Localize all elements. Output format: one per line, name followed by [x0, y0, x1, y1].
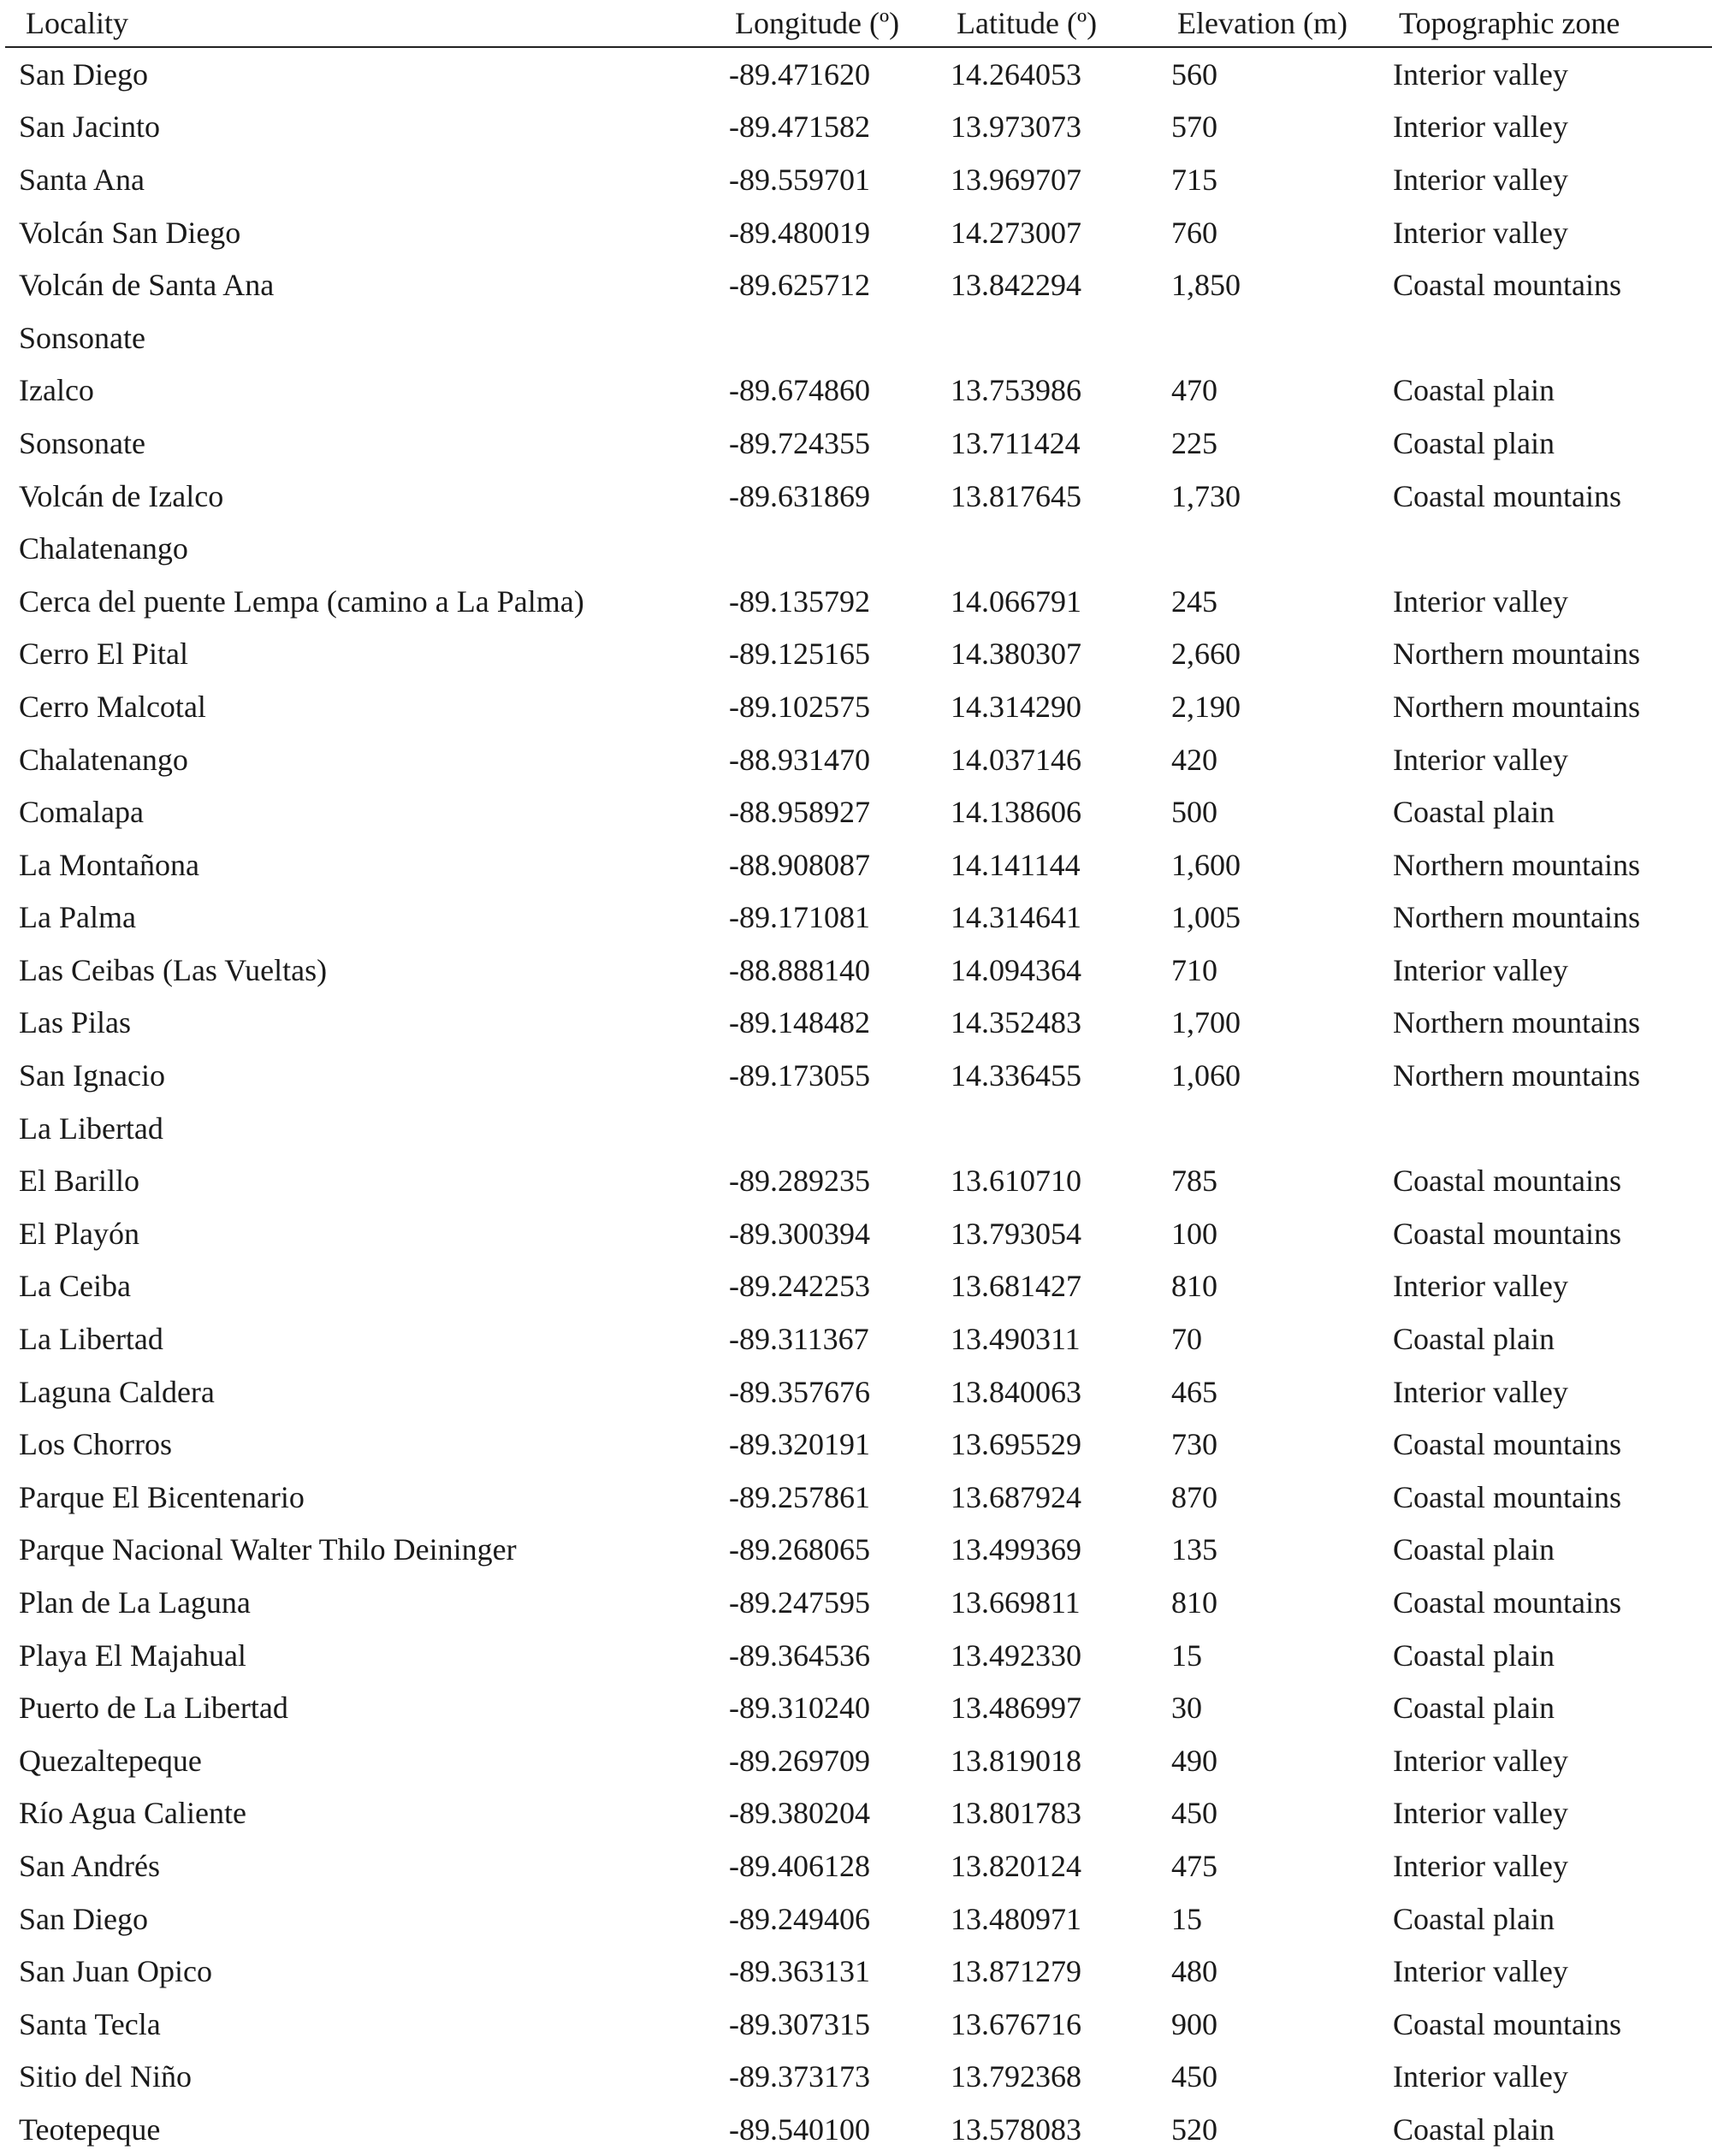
cell-longitude: -89.102575 [729, 689, 870, 724]
cell-topographic-zone: Coastal plain [1393, 1322, 1555, 1357]
cell-elevation [1157, 522, 1378, 575]
cell-topographic-zone: Interior valley [1393, 110, 1568, 145]
cell-longitude: -89.247595 [729, 1585, 870, 1620]
cell-locality: Chalatenango [19, 531, 188, 566]
table-row [5, 1576, 1712, 1629]
header-latitude: Latitude (º) [936, 0, 1157, 47]
cell-elevation: 810 [1171, 1269, 1217, 1304]
cell-topographic-zone [1378, 1102, 1712, 1155]
cell-latitude: 14.352483 [951, 1005, 1081, 1040]
table-row [5, 1892, 1712, 1946]
cell-locality: La Libertad [19, 1322, 163, 1357]
cell-elevation: 470 [1171, 373, 1217, 408]
cell-elevation: 30 [1171, 1691, 1202, 1726]
header-longitude: Longitude (º) [714, 0, 936, 47]
cell-elevation: 900 [1171, 2006, 1217, 2041]
cell-longitude: -89.380204 [729, 1796, 870, 1831]
cell-longitude: -89.311367 [729, 1322, 869, 1357]
table-row [5, 838, 1712, 891]
cell-latitude [936, 522, 1157, 575]
cell-locality: Parque El Bicentenario [19, 1479, 305, 1514]
table-row [5, 1312, 1712, 1365]
cell-locality: Volcán San Diego [19, 215, 241, 250]
cell-latitude: 14.314641 [951, 900, 1081, 935]
table-row [5, 733, 1712, 786]
cell-elevation: 2,190 [1171, 689, 1241, 724]
cell-topographic-zone [1378, 311, 1712, 364]
table-row [5, 1681, 1712, 1734]
cell-elevation: 245 [1171, 583, 1217, 619]
cell-latitude: 14.380307 [951, 637, 1081, 672]
cell-topographic-zone: Coastal plain [1393, 373, 1555, 408]
table-row [5, 1787, 1712, 1840]
cell-latitude: 14.094364 [951, 952, 1081, 987]
cell-locality: Volcán de Santa Ana [19, 268, 275, 303]
cell-topographic-zone: Coastal mountains [1393, 1216, 1621, 1251]
cell-topographic-zone: Interior valley [1393, 1269, 1568, 1304]
cell-locality: La Ceiba [19, 1269, 131, 1304]
cell-topographic-zone: Coastal mountains [1393, 1479, 1621, 1514]
cell-elevation: 1,600 [1171, 847, 1241, 882]
cell-locality: Santa Tecla [19, 2006, 161, 2041]
cell-latitude: 14.138606 [951, 795, 1081, 830]
cell-elevation: 570 [1171, 110, 1217, 145]
cell-longitude [714, 522, 936, 575]
cell-topographic-zone: Northern mountains [1393, 689, 1640, 724]
cell-latitude: 13.578083 [951, 2112, 1081, 2147]
table-row [5, 1524, 1712, 1577]
cell-longitude: -89.363131 [729, 1954, 870, 1989]
table-row [5, 1154, 1712, 1207]
cell-longitude: -89.625712 [729, 268, 870, 303]
cell-longitude: -89.125165 [729, 637, 870, 672]
table-header [5, 0, 1712, 47]
cell-topographic-zone: Interior valley [1393, 1848, 1568, 1883]
localities-table [5, 0, 1712, 2156]
cell-topographic-zone: Northern mountains [1393, 1005, 1640, 1040]
cell-longitude: -89.357676 [729, 1374, 870, 1409]
cell-latitude: 14.273007 [951, 215, 1081, 250]
cell-longitude: -89.724355 [729, 425, 870, 460]
cell-topographic-zone: Northern mountains [1393, 900, 1640, 935]
cell-elevation: 1,730 [1171, 478, 1241, 513]
cell-latitude: 13.610710 [951, 1164, 1081, 1199]
cell-elevation: 100 [1171, 1216, 1217, 1251]
cell-elevation: 715 [1171, 162, 1217, 197]
cell-longitude: -89.480019 [729, 215, 870, 250]
cell-locality: Santa Ana [19, 162, 145, 197]
cell-latitude: 13.695529 [951, 1427, 1081, 1462]
cell-longitude: -89.268065 [729, 1532, 870, 1567]
table-row [5, 101, 1712, 154]
cell-longitude: -88.958927 [729, 795, 870, 830]
cell-topographic-zone: Coastal mountains [1393, 268, 1621, 303]
cell-locality: Sonsonate [19, 425, 145, 460]
cell-longitude: -89.364536 [729, 1638, 870, 1673]
cell-topographic-zone: Interior valley [1393, 1743, 1568, 1778]
cell-topographic-zone: Coastal plain [1393, 1532, 1555, 1567]
cell-locality: Teotepeque [19, 2112, 161, 2147]
cell-latitude: 13.840063 [951, 1374, 1081, 1409]
cell-latitude: 13.793054 [951, 1216, 1081, 1251]
cell-topographic-zone: Interior valley [1393, 2059, 1568, 2094]
table-body [5, 47, 1712, 2156]
cell-elevation: 450 [1171, 1796, 1217, 1831]
cell-topographic-zone: Interior valley [1393, 56, 1568, 92]
cell-latitude [936, 311, 1157, 364]
table-row [5, 258, 1712, 311]
cell-latitude: 13.492330 [951, 1638, 1081, 1673]
cell-locality: Izalco [19, 373, 94, 408]
cell-topographic-zone: Coastal mountains [1393, 1164, 1621, 1199]
cell-longitude: -89.540100 [729, 2112, 870, 2147]
cell-topographic-zone: Interior valley [1393, 742, 1568, 777]
cell-latitude: 13.817645 [951, 478, 1081, 513]
cell-locality: San Jacinto [19, 110, 160, 145]
cell-latitude: 14.314290 [951, 689, 1081, 724]
cell-elevation: 15 [1171, 1901, 1202, 1936]
cell-elevation [1157, 1102, 1378, 1155]
cell-latitude: 13.973073 [951, 110, 1081, 145]
cell-longitude: -89.289235 [729, 1164, 870, 1199]
cell-locality: Chalatenango [19, 742, 188, 777]
cell-locality: San Diego [19, 56, 148, 92]
cell-longitude: -89.406128 [729, 1848, 870, 1883]
cell-locality: Volcán de Izalco [19, 478, 224, 513]
cell-topographic-zone: Coastal mountains [1393, 478, 1621, 513]
cell-latitude: 13.871279 [951, 1954, 1081, 1989]
table-row [5, 364, 1712, 418]
cell-elevation: 450 [1171, 2059, 1217, 2094]
cell-latitude: 13.969707 [951, 162, 1081, 197]
cell-locality: Cerro El Pital [19, 637, 188, 672]
cell-latitude: 14.141144 [951, 847, 1081, 882]
cell-latitude: 14.066791 [951, 583, 1081, 619]
cell-locality: Laguna Caldera [19, 1374, 215, 1409]
cell-latitude: 13.819018 [951, 1743, 1081, 1778]
cell-longitude: -89.148482 [729, 1005, 870, 1040]
table-row [5, 1471, 1712, 1524]
cell-elevation: 135 [1171, 1532, 1217, 1567]
cell-latitude: 13.499369 [951, 1532, 1081, 1567]
cell-elevation: 710 [1171, 952, 1217, 987]
cell-latitude: 13.669811 [951, 1585, 1081, 1620]
cell-longitude: -88.908087 [729, 847, 870, 882]
cell-locality: Parque Nacional Walter Thilo Deininger [19, 1532, 517, 1567]
header-row [5, 0, 1712, 47]
cell-longitude: -89.471620 [729, 56, 870, 92]
cell-locality: Sitio del Niño [19, 2059, 193, 2094]
cell-locality: Puerto de La Libertad [19, 1691, 288, 1726]
cell-locality: Las Pilas [19, 1005, 131, 1040]
cell-topographic-zone: Coastal mountains [1393, 1427, 1621, 1462]
cell-longitude: -89.320191 [729, 1427, 870, 1462]
cell-locality: El Barillo [19, 1164, 139, 1199]
cell-latitude: 13.792368 [951, 2059, 1081, 2094]
cell-elevation: 70 [1171, 1322, 1202, 1357]
cell-elevation: 480 [1171, 1954, 1217, 1989]
cell-topographic-zone: Coastal plain [1393, 795, 1555, 830]
table-row [5, 1629, 1712, 1682]
cell-longitude: -89.471582 [729, 110, 870, 145]
table-row [5, 1839, 1712, 1892]
cell-elevation: 785 [1171, 1164, 1217, 1199]
table-row [5, 891, 1712, 945]
cell-topographic-zone: Northern mountains [1393, 1058, 1640, 1093]
cell-elevation: 2,660 [1171, 637, 1241, 672]
cell-elevation: 520 [1171, 2112, 1217, 2147]
table-group-row [5, 522, 1712, 575]
table-row [5, 1260, 1712, 1313]
cell-topographic-zone: Coastal plain [1393, 1638, 1555, 1673]
cell-latitude: 13.842294 [951, 268, 1081, 303]
cell-locality: San Juan Opico [19, 1954, 212, 1989]
cell-locality: Cerca del puente Lempa (camino a La Palma) [19, 583, 584, 619]
cell-longitude: -89.310240 [729, 1691, 870, 1726]
cell-longitude: -89.269709 [729, 1743, 870, 1778]
cell-latitude: 13.820124 [951, 1848, 1081, 1883]
table-row [5, 1365, 1712, 1419]
cell-longitude: -89.135792 [729, 583, 870, 619]
cell-elevation: 15 [1171, 1638, 1202, 1673]
cell-locality: Cerro Malcotal [19, 689, 206, 724]
cell-longitude: -89.307315 [729, 2006, 870, 2041]
cell-locality: Playa El Majahual [19, 1638, 246, 1673]
cell-topographic-zone: Northern mountains [1393, 637, 1640, 672]
cell-topographic-zone: Interior valley [1393, 215, 1568, 250]
cell-latitude: 13.801783 [951, 1796, 1081, 1831]
cell-longitude [714, 1102, 936, 1155]
cell-topographic-zone: Interior valley [1393, 583, 1568, 619]
cell-longitude: -89.631869 [729, 478, 870, 513]
cell-longitude: -88.888140 [729, 952, 870, 987]
table-row [5, 1945, 1712, 1998]
cell-longitude [714, 311, 936, 364]
cell-locality: El Playón [19, 1216, 139, 1251]
cell-elevation: 760 [1171, 215, 1217, 250]
cell-topographic-zone [1378, 522, 1712, 575]
cell-locality: San Diego [19, 1901, 148, 1936]
cell-longitude: -89.559701 [729, 162, 870, 197]
table-row [5, 153, 1712, 206]
cell-longitude: -88.931470 [729, 742, 870, 777]
table-row [5, 470, 1712, 523]
cell-longitude: -89.249406 [729, 1901, 870, 1936]
cell-topographic-zone: Northern mountains [1393, 847, 1640, 882]
cell-latitude: 13.711424 [951, 425, 1081, 460]
cell-latitude: 13.753986 [951, 373, 1081, 408]
header-locality: Locality [5, 0, 714, 47]
table-row [5, 1049, 1712, 1102]
table-row [5, 206, 1712, 259]
cell-elevation: 500 [1171, 795, 1217, 830]
cell-elevation: 490 [1171, 1743, 1217, 1778]
cell-topographic-zone: Interior valley [1393, 1954, 1568, 1989]
cell-elevation: 1,060 [1171, 1058, 1241, 1093]
table-row [5, 2051, 1712, 2104]
header-topographic-zone: Topographic zone [1378, 0, 1712, 47]
cell-elevation: 560 [1171, 56, 1217, 92]
cell-longitude: -89.257861 [729, 1479, 870, 1514]
cell-elevation: 225 [1171, 425, 1217, 460]
cell-locality: San Andrés [19, 1848, 160, 1883]
header-elevation: Elevation (m) [1157, 0, 1378, 47]
cell-topographic-zone: Coastal mountains [1393, 2006, 1621, 2041]
table-row [5, 628, 1712, 681]
cell-elevation: 475 [1171, 1848, 1217, 1883]
cell-longitude: -89.242253 [729, 1269, 870, 1304]
table-row [5, 1207, 1712, 1260]
cell-latitude: 13.687924 [951, 1479, 1081, 1514]
cell-elevation: 1,850 [1171, 268, 1241, 303]
cell-latitude: 13.490311 [951, 1322, 1081, 1357]
table-row [5, 47, 1712, 101]
cell-longitude: -89.674860 [729, 373, 870, 408]
cell-topographic-zone: Interior valley [1393, 162, 1568, 197]
cell-latitude: 14.037146 [951, 742, 1081, 777]
cell-locality: La Montañona [19, 847, 199, 882]
cell-locality: Sonsonate [19, 320, 145, 355]
cell-locality: Plan de La Laguna [19, 1585, 251, 1620]
table-group-row [5, 311, 1712, 364]
cell-locality: Las Ceibas (Las Vueltas) [19, 952, 328, 987]
cell-locality: Río Agua Caliente [19, 1796, 246, 1831]
table-row [5, 417, 1712, 470]
cell-elevation: 810 [1171, 1585, 1217, 1620]
cell-longitude: -89.173055 [729, 1058, 870, 1093]
cell-elevation: 1,700 [1171, 1005, 1241, 1040]
table-row [5, 1418, 1712, 1471]
cell-locality: Los Chorros [19, 1427, 172, 1462]
cell-longitude: -89.300394 [729, 1216, 870, 1251]
cell-longitude: -89.373173 [729, 2059, 870, 2094]
cell-latitude: 14.264053 [951, 56, 1081, 92]
cell-locality: Quezaltepeque [19, 1743, 202, 1778]
table-row [5, 1734, 1712, 1787]
cell-elevation: 420 [1171, 742, 1217, 777]
cell-latitude: 13.676716 [951, 2006, 1081, 2041]
cell-locality: Comalapa [19, 795, 144, 830]
table-row [5, 575, 1712, 628]
cell-locality: La Libertad [19, 1111, 163, 1146]
cell-locality: La Palma [19, 900, 136, 935]
cell-locality: San Ignacio [19, 1058, 165, 1093]
cell-topographic-zone: Interior valley [1393, 1374, 1568, 1409]
cell-latitude: 13.681427 [951, 1269, 1081, 1304]
table-row [5, 1998, 1712, 2051]
cell-topographic-zone: Coastal plain [1393, 2112, 1555, 2147]
cell-elevation: 465 [1171, 1374, 1217, 1409]
cell-topographic-zone: Interior valley [1393, 952, 1568, 987]
table-row [5, 785, 1712, 838]
cell-latitude: 13.486997 [951, 1691, 1081, 1726]
cell-elevation: 1,005 [1171, 900, 1241, 935]
cell-elevation [1157, 311, 1378, 364]
cell-elevation: 870 [1171, 1479, 1217, 1514]
cell-longitude: -89.171081 [729, 900, 870, 935]
table-row [5, 680, 1712, 733]
table-row [5, 997, 1712, 1050]
cell-topographic-zone: Coastal mountains [1393, 1585, 1621, 1620]
cell-latitude: 14.336455 [951, 1058, 1081, 1093]
table-row [5, 944, 1712, 997]
cell-topographic-zone: Coastal plain [1393, 425, 1555, 460]
cell-topographic-zone: Interior valley [1393, 1796, 1568, 1831]
cell-topographic-zone: Coastal plain [1393, 1901, 1555, 1936]
cell-elevation: 730 [1171, 1427, 1217, 1462]
cell-topographic-zone: Coastal plain [1393, 1691, 1555, 1726]
cell-latitude [936, 1102, 1157, 1155]
table-group-row [5, 1102, 1712, 1155]
cell-latitude: 13.480971 [951, 1901, 1081, 1936]
